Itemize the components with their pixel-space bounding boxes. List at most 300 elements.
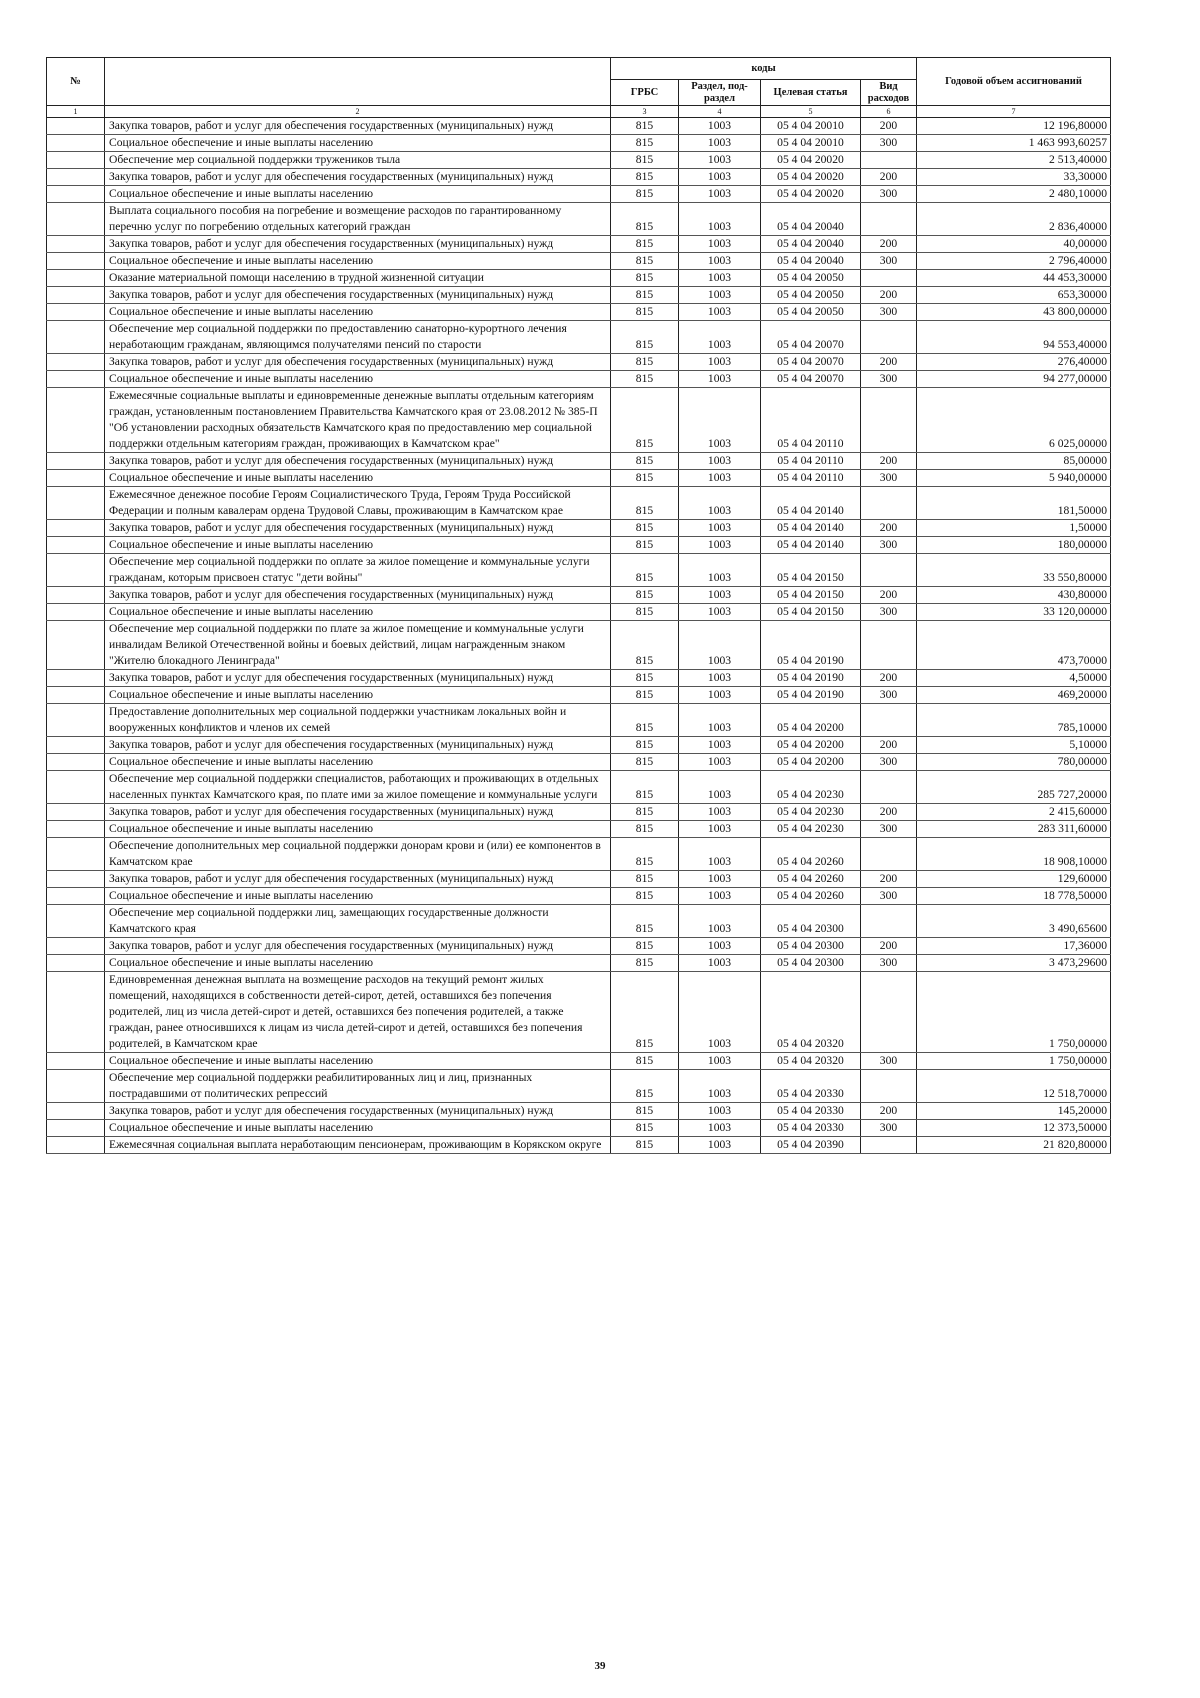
row-target-cell: 05 4 04 20150: [761, 587, 861, 604]
row-grbs-cell: 815: [611, 888, 679, 905]
row-amount-cell: 2 415,60000: [917, 804, 1111, 821]
row-section-cell: 1003: [679, 520, 761, 537]
row-grbs-cell: 815: [611, 737, 679, 754]
row-expense-type-cell: 200: [861, 118, 917, 135]
row-grbs-cell: 815: [611, 587, 679, 604]
row-target-cell: 05 4 04 20040: [761, 236, 861, 253]
row-number-cell: [47, 203, 105, 236]
row-number-cell: [47, 587, 105, 604]
row-expense-type-cell: 200: [861, 938, 917, 955]
table-row: [47, 888, 1111, 905]
row-name-cell: Закупка товаров, работ и услуг для обеспечения государственных (муниципальных) нужд: [105, 118, 611, 135]
row-name-cell: Социальное обеспечение и иные выплаты населению: [105, 186, 611, 203]
row-grbs-cell: 815: [611, 287, 679, 304]
row-name-cell: Социальное обеспечение и иные выплаты населению: [105, 537, 611, 554]
row-expense-type-cell: 300: [861, 955, 917, 972]
row-amount-cell: 2 836,40000: [917, 203, 1111, 236]
row-number-cell: [47, 670, 105, 687]
table-row: [47, 737, 1111, 754]
row-number-cell: [47, 821, 105, 838]
row-section-cell: 1003: [679, 821, 761, 838]
row-number-cell: [47, 537, 105, 554]
row-target-cell: 05 4 04 20330: [761, 1120, 861, 1137]
row-expense-type-cell: [861, 270, 917, 287]
row-section-cell: 1003: [679, 754, 761, 771]
row-expense-type-cell: 200: [861, 670, 917, 687]
row-number-cell: [47, 520, 105, 537]
table-row: [47, 388, 1111, 453]
row-grbs-cell: 815: [611, 604, 679, 621]
row-number-cell: [47, 453, 105, 470]
header-index-row: [47, 106, 1111, 118]
row-name-cell: Закупка товаров, работ и услуг для обеспечения государственных (муниципальных) нужд: [105, 587, 611, 604]
row-section-cell: 1003: [679, 470, 761, 487]
row-number-cell: [47, 771, 105, 804]
row-number-cell: [47, 1103, 105, 1120]
row-expense-type-cell: 300: [861, 754, 917, 771]
table-row: [47, 754, 1111, 771]
table-body: [47, 118, 1111, 1154]
row-amount-cell: 4,50000: [917, 670, 1111, 687]
row-number-cell: [47, 888, 105, 905]
row-section-cell: 1003: [679, 888, 761, 905]
row-expense-type-cell: [861, 905, 917, 938]
header-index: 4: [679, 106, 761, 118]
header-name: [105, 58, 611, 106]
row-expense-type-cell: 200: [861, 354, 917, 371]
row-target-cell: 05 4 04 20200: [761, 737, 861, 754]
row-expense-type-cell: 200: [861, 587, 917, 604]
table-row: [47, 270, 1111, 287]
row-name-cell: Социальное обеспечение и иные выплаты населению: [105, 1120, 611, 1137]
table-row: [47, 152, 1111, 169]
header-index: 3: [611, 106, 679, 118]
row-section-cell: 1003: [679, 1103, 761, 1120]
row-section-cell: 1003: [679, 1137, 761, 1154]
row-amount-cell: 2 513,40000: [917, 152, 1111, 169]
row-amount-cell: 21 820,80000: [917, 1137, 1111, 1154]
row-target-cell: 05 4 04 20190: [761, 621, 861, 670]
row-section-cell: 1003: [679, 354, 761, 371]
header-target: Целевая статья: [761, 80, 861, 106]
header-num: №: [47, 58, 105, 106]
row-expense-type-cell: 300: [861, 186, 917, 203]
row-amount-cell: 181,50000: [917, 487, 1111, 520]
row-name-cell: Социальное обеспечение и иные выплаты населению: [105, 470, 611, 487]
row-number-cell: [47, 704, 105, 737]
row-name-cell: Обеспечение мер социальной поддержки тружеников тыла: [105, 152, 611, 169]
row-grbs-cell: 815: [611, 520, 679, 537]
header-vid: Вид расходов: [861, 80, 917, 106]
table-row: [47, 972, 1111, 1053]
row-grbs-cell: 815: [611, 754, 679, 771]
row-expense-type-cell: [861, 554, 917, 587]
row-section-cell: 1003: [679, 804, 761, 821]
row-expense-type-cell: 300: [861, 1120, 917, 1137]
row-amount-cell: 43 800,00000: [917, 304, 1111, 321]
row-number-cell: [47, 804, 105, 821]
table-header: [47, 58, 1111, 118]
row-amount-cell: 94 277,00000: [917, 371, 1111, 388]
header-grbs: ГРБС: [611, 80, 679, 106]
row-section-cell: 1003: [679, 1053, 761, 1070]
row-amount-cell: 5,10000: [917, 737, 1111, 754]
row-section-cell: 1003: [679, 253, 761, 270]
row-name-cell: Ежемесячные социальные выплаты и единовременные денежные выплаты отдельным категориям граждан, установленным постановлением Правительства Камчатского края от 23.08.2012 № 385-П "Об установлении расходных обязательств Камчатского края по предоставлению мер социальной поддержки отдельным категориям граждан, проживающих в Камчатском крае": [105, 388, 611, 453]
row-section-cell: 1003: [679, 371, 761, 388]
table-row: [47, 687, 1111, 704]
row-target-cell: 05 4 04 20230: [761, 804, 861, 821]
row-grbs-cell: 815: [611, 938, 679, 955]
row-expense-type-cell: 200: [861, 236, 917, 253]
row-expense-type-cell: [861, 704, 917, 737]
row-amount-cell: 12 373,50000: [917, 1120, 1111, 1137]
row-section-cell: 1003: [679, 203, 761, 236]
row-target-cell: 05 4 04 20260: [761, 871, 861, 888]
row-number-cell: [47, 604, 105, 621]
row-grbs-cell: 815: [611, 704, 679, 737]
row-expense-type-cell: [861, 388, 917, 453]
row-target-cell: 05 4 04 20140: [761, 520, 861, 537]
row-grbs-cell: 815: [611, 453, 679, 470]
table-row: [47, 520, 1111, 537]
row-number-cell: [47, 487, 105, 520]
row-amount-cell: 653,30000: [917, 287, 1111, 304]
row-amount-cell: 3 473,29600: [917, 955, 1111, 972]
row-amount-cell: 129,60000: [917, 871, 1111, 888]
row-section-cell: 1003: [679, 388, 761, 453]
row-section-cell: 1003: [679, 186, 761, 203]
row-number-cell: [47, 621, 105, 670]
row-target-cell: 05 4 04 20020: [761, 152, 861, 169]
row-amount-cell: 12 196,80000: [917, 118, 1111, 135]
row-number-cell: [47, 972, 105, 1053]
row-grbs-cell: 815: [611, 1103, 679, 1120]
row-target-cell: 05 4 04 20200: [761, 704, 861, 737]
row-amount-cell: 283 311,60000: [917, 821, 1111, 838]
row-section-cell: 1003: [679, 604, 761, 621]
row-grbs-cell: 815: [611, 804, 679, 821]
row-name-cell: Оказание материальной помощи населению в трудной жизненной ситуации: [105, 270, 611, 287]
row-grbs-cell: 815: [611, 871, 679, 888]
row-name-cell: Выплата социального пособия на погребение и возмещение расходов по гарантированному перечню услуг по погребению отдельных категорий граждан: [105, 203, 611, 236]
table-row: [47, 704, 1111, 737]
table-row: [47, 537, 1111, 554]
row-amount-cell: 6 025,00000: [917, 388, 1111, 453]
row-name-cell: Закупка товаров, работ и услуг для обеспечения государственных (муниципальных) нужд: [105, 236, 611, 253]
row-expense-type-cell: 300: [861, 470, 917, 487]
row-target-cell: 05 4 04 20320: [761, 1053, 861, 1070]
row-name-cell: Обеспечение мер социальной поддержки лиц, замещающих государственные должности Камчатского края: [105, 905, 611, 938]
row-name-cell: Социальное обеспечение и иные выплаты населению: [105, 371, 611, 388]
row-target-cell: 05 4 04 20070: [761, 321, 861, 354]
row-grbs-cell: 815: [611, 554, 679, 587]
row-name-cell: Закупка товаров, работ и услуг для обеспечения государственных (муниципальных) нужд: [105, 871, 611, 888]
row-grbs-cell: 815: [611, 771, 679, 804]
row-target-cell: 05 4 04 20230: [761, 821, 861, 838]
row-section-cell: 1003: [679, 621, 761, 670]
row-expense-type-cell: 200: [861, 287, 917, 304]
row-name-cell: Закупка товаров, работ и услуг для обеспечения государственных (муниципальных) нужд: [105, 804, 611, 821]
row-name-cell: Обеспечение мер социальной поддержки по оплате за жилое помещение и коммунальные услуги гражданам, которым присвоен статус "дети войны": [105, 554, 611, 587]
row-target-cell: 05 4 04 20050: [761, 304, 861, 321]
row-section-cell: 1003: [679, 687, 761, 704]
row-grbs-cell: 815: [611, 253, 679, 270]
row-name-cell: Социальное обеспечение и иные выплаты населению: [105, 604, 611, 621]
row-grbs-cell: 815: [611, 470, 679, 487]
row-name-cell: Социальное обеспечение и иные выплаты населению: [105, 888, 611, 905]
row-target-cell: 05 4 04 20260: [761, 838, 861, 871]
row-section-cell: 1003: [679, 537, 761, 554]
row-amount-cell: 469,20000: [917, 687, 1111, 704]
row-grbs-cell: 815: [611, 905, 679, 938]
header-index: 1: [47, 106, 105, 118]
row-expense-type-cell: [861, 321, 917, 354]
row-grbs-cell: 815: [611, 118, 679, 135]
row-grbs-cell: 815: [611, 838, 679, 871]
row-amount-cell: 276,40000: [917, 354, 1111, 371]
row-name-cell: Закупка товаров, работ и услуг для обеспечения государственных (муниципальных) нужд: [105, 1103, 611, 1120]
row-name-cell: Единовременная денежная выплата на возмещение расходов на текущий ремонт жилых помещений, находящихся в собственности детей-сирот, детей, оставшихся без попечения родителей, лиц из числа детей-сирот и детей, оставшихся без попечения родителей, а также граждан, ранее относившихся к лицам из числа детей-сирот и детей, оставшихся без попечения родителей, в Камчатском крае: [105, 972, 611, 1053]
row-grbs-cell: 815: [611, 152, 679, 169]
row-amount-cell: 180,00000: [917, 537, 1111, 554]
table-row: [47, 354, 1111, 371]
header-razdel: Раздел, под-раздел: [679, 80, 761, 106]
table-row: [47, 1120, 1111, 1137]
row-grbs-cell: 815: [611, 203, 679, 236]
table-row: [47, 1053, 1111, 1070]
row-section-cell: 1003: [679, 169, 761, 186]
header-index: 6: [861, 106, 917, 118]
row-grbs-cell: 815: [611, 236, 679, 253]
row-expense-type-cell: 200: [861, 1103, 917, 1120]
row-target-cell: 05 4 04 20020: [761, 186, 861, 203]
row-expense-type-cell: 200: [861, 737, 917, 754]
row-number-cell: [47, 321, 105, 354]
budget-table: [46, 57, 1111, 1154]
row-amount-cell: 1 750,00000: [917, 972, 1111, 1053]
row-amount-cell: 473,70000: [917, 621, 1111, 670]
row-target-cell: 05 4 04 20140: [761, 487, 861, 520]
table-row: [47, 955, 1111, 972]
table-row: [47, 587, 1111, 604]
row-section-cell: 1003: [679, 771, 761, 804]
row-name-cell: Закупка товаров, работ и услуг для обеспечения государственных (муниципальных) нужд: [105, 670, 611, 687]
row-number-cell: [47, 955, 105, 972]
row-target-cell: 05 4 04 20020: [761, 169, 861, 186]
row-name-cell: Обеспечение мер социальной поддержки специалистов, работающих и проживающих в отдельных населенных пунктах Камчатского края, по плате ими за жилое помещение и коммунальные услуги: [105, 771, 611, 804]
table-row: [47, 804, 1111, 821]
table-row: [47, 871, 1111, 888]
row-number-cell: [47, 687, 105, 704]
row-expense-type-cell: 200: [861, 804, 917, 821]
row-expense-type-cell: 300: [861, 371, 917, 388]
table-row: [47, 1103, 1111, 1120]
row-number-cell: [47, 152, 105, 169]
row-section-cell: 1003: [679, 453, 761, 470]
row-grbs-cell: 815: [611, 270, 679, 287]
row-section-cell: 1003: [679, 236, 761, 253]
row-grbs-cell: 815: [611, 687, 679, 704]
row-name-cell: Предоставление дополнительных мер социальной поддержки участникам локальных войн и вооруженных конфликтов и членов их семей: [105, 704, 611, 737]
row-grbs-cell: 815: [611, 821, 679, 838]
row-number-cell: [47, 135, 105, 152]
row-number-cell: [47, 871, 105, 888]
table-row: [47, 118, 1111, 135]
row-number-cell: [47, 236, 105, 253]
row-grbs-cell: 815: [611, 135, 679, 152]
row-amount-cell: 44 453,30000: [917, 270, 1111, 287]
row-expense-type-cell: 200: [861, 520, 917, 537]
row-expense-type-cell: [861, 838, 917, 871]
row-target-cell: 05 4 04 20330: [761, 1103, 861, 1120]
row-name-cell: Закупка товаров, работ и услуг для обеспечения государственных (муниципальных) нужд: [105, 938, 611, 955]
row-amount-cell: 145,20000: [917, 1103, 1111, 1120]
row-name-cell: Социальное обеспечение и иные выплаты населению: [105, 821, 611, 838]
row-grbs-cell: 815: [611, 972, 679, 1053]
row-name-cell: Закупка товаров, работ и услуг для обеспечения государственных (муниципальных) нужд: [105, 453, 611, 470]
row-amount-cell: 2 480,10000: [917, 186, 1111, 203]
row-amount-cell: 1 750,00000: [917, 1053, 1111, 1070]
header-codes: коды: [611, 58, 917, 80]
table-row: [47, 135, 1111, 152]
header-index: 7: [917, 106, 1111, 118]
table-row: [47, 321, 1111, 354]
row-amount-cell: 85,00000: [917, 453, 1111, 470]
table-row: [47, 1070, 1111, 1103]
row-amount-cell: 1 463 993,60257: [917, 135, 1111, 152]
row-expense-type-cell: [861, 203, 917, 236]
row-expense-type-cell: 300: [861, 253, 917, 270]
header-index: 5: [761, 106, 861, 118]
row-target-cell: 05 4 04 20320: [761, 972, 861, 1053]
row-section-cell: 1003: [679, 587, 761, 604]
row-grbs-cell: 815: [611, 1053, 679, 1070]
row-section-cell: 1003: [679, 972, 761, 1053]
row-name-cell: Социальное обеспечение и иные выплаты населению: [105, 304, 611, 321]
row-amount-cell: 430,80000: [917, 587, 1111, 604]
row-target-cell: 05 4 04 20260: [761, 888, 861, 905]
row-grbs-cell: 815: [611, 186, 679, 203]
row-grbs-cell: 815: [611, 321, 679, 354]
row-number-cell: [47, 905, 105, 938]
row-name-cell: Обеспечение мер социальной поддержки по плате за жилое помещение и коммунальные услуги инвалидам Великой Отечественной войны и боевых действий, лицам награжденным знаком "Жителю блокадного Ленинграда": [105, 621, 611, 670]
row-expense-type-cell: 300: [861, 687, 917, 704]
row-section-cell: 1003: [679, 152, 761, 169]
row-name-cell: Социальное обеспечение и иные выплаты населению: [105, 754, 611, 771]
row-target-cell: 05 4 04 20040: [761, 203, 861, 236]
row-section-cell: 1003: [679, 1120, 761, 1137]
row-amount-cell: 40,00000: [917, 236, 1111, 253]
row-section-cell: 1003: [679, 287, 761, 304]
row-name-cell: Обеспечение дополнительных мер социальной поддержки донорам крови и (или) ее компонентов в Камчатском крае: [105, 838, 611, 871]
row-section-cell: 1003: [679, 321, 761, 354]
row-target-cell: 05 4 04 20040: [761, 253, 861, 270]
row-section-cell: 1003: [679, 737, 761, 754]
row-section-cell: 1003: [679, 955, 761, 972]
table-row: [47, 938, 1111, 955]
row-section-cell: 1003: [679, 670, 761, 687]
row-grbs-cell: 815: [611, 1070, 679, 1103]
row-grbs-cell: 815: [611, 487, 679, 520]
row-amount-cell: 2 796,40000: [917, 253, 1111, 270]
row-name-cell: Социальное обеспечение и иные выплаты населению: [105, 955, 611, 972]
row-number-cell: [47, 838, 105, 871]
row-target-cell: 05 4 04 20330: [761, 1070, 861, 1103]
row-target-cell: 05 4 04 20190: [761, 687, 861, 704]
table-row: [47, 771, 1111, 804]
row-number-cell: [47, 470, 105, 487]
row-name-cell: Ежемесячная социальная выплата неработающим пенсионерам, проживающим в Корякском округе: [105, 1137, 611, 1154]
row-grbs-cell: 815: [611, 537, 679, 554]
row-name-cell: Социальное обеспечение и иные выплаты населению: [105, 253, 611, 270]
row-grbs-cell: 815: [611, 388, 679, 453]
row-expense-type-cell: 200: [861, 169, 917, 186]
table-row: [47, 371, 1111, 388]
row-number-cell: [47, 1053, 105, 1070]
row-amount-cell: 33 120,00000: [917, 604, 1111, 621]
row-expense-type-cell: [861, 1137, 917, 1154]
row-amount-cell: 1,50000: [917, 520, 1111, 537]
table-row: [47, 821, 1111, 838]
row-section-cell: 1003: [679, 554, 761, 587]
row-target-cell: 05 4 04 20050: [761, 270, 861, 287]
page-number: 39: [594, 1660, 606, 1672]
row-expense-type-cell: 200: [861, 453, 917, 470]
row-section-cell: 1003: [679, 938, 761, 955]
table-row: [47, 470, 1111, 487]
row-target-cell: 05 4 04 20050: [761, 287, 861, 304]
row-grbs-cell: 815: [611, 169, 679, 186]
table-row: [47, 287, 1111, 304]
row-target-cell: 05 4 04 20300: [761, 938, 861, 955]
row-amount-cell: 18 908,10000: [917, 838, 1111, 871]
row-name-cell: Закупка товаров, работ и услуг для обеспечения государственных (муниципальных) нужд: [105, 737, 611, 754]
row-target-cell: 05 4 04 20150: [761, 604, 861, 621]
row-expense-type-cell: [861, 972, 917, 1053]
row-target-cell: 05 4 04 20300: [761, 955, 861, 972]
row-number-cell: [47, 1070, 105, 1103]
row-section-cell: 1003: [679, 270, 761, 287]
row-name-cell: Социальное обеспечение и иные выплаты населению: [105, 687, 611, 704]
table-row: [47, 453, 1111, 470]
row-number-cell: [47, 554, 105, 587]
row-target-cell: 05 4 04 20300: [761, 905, 861, 938]
row-section-cell: 1003: [679, 135, 761, 152]
row-target-cell: 05 4 04 20110: [761, 453, 861, 470]
row-number-cell: [47, 388, 105, 453]
row-section-cell: 1003: [679, 905, 761, 938]
row-name-cell: Обеспечение мер социальной поддержки по предоставлению санаторно-курортного лечения неработающим гражданам, являющимся получателями пенсий по старости: [105, 321, 611, 354]
row-amount-cell: 780,00000: [917, 754, 1111, 771]
row-grbs-cell: 815: [611, 1137, 679, 1154]
row-expense-type-cell: 300: [861, 821, 917, 838]
row-number-cell: [47, 1137, 105, 1154]
table-row: [47, 905, 1111, 938]
table-row: [47, 186, 1111, 203]
row-expense-type-cell: 300: [861, 135, 917, 152]
row-number-cell: [47, 118, 105, 135]
row-amount-cell: 785,10000: [917, 704, 1111, 737]
row-target-cell: 05 4 04 20110: [761, 388, 861, 453]
table-row: [47, 1137, 1111, 1154]
row-section-cell: 1003: [679, 871, 761, 888]
row-number-cell: [47, 754, 105, 771]
row-amount-cell: 12 518,70000: [917, 1070, 1111, 1103]
row-section-cell: 1003: [679, 118, 761, 135]
row-grbs-cell: 815: [611, 304, 679, 321]
row-name-cell: Закупка товаров, работ и услуг для обеспечения государственных (муниципальных) нужд: [105, 169, 611, 186]
